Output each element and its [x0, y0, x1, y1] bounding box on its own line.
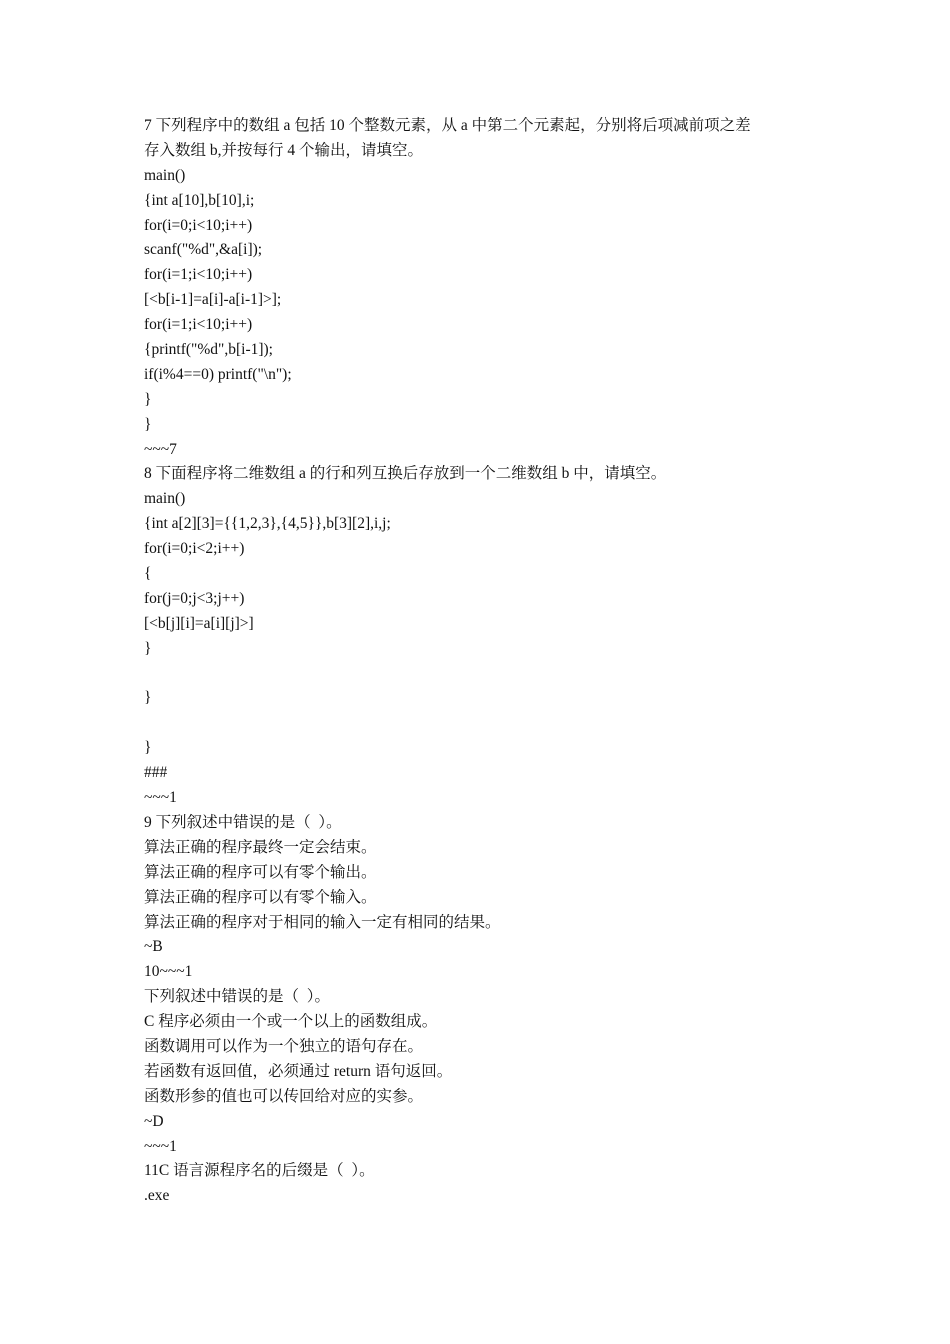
- code-line: for(i=0;i<2;i++): [144, 540, 245, 558]
- code-line: for(i=0;i<10;i++): [144, 216, 253, 234]
- code-line: {: [144, 565, 152, 583]
- question-marker: ~~~7: [144, 440, 177, 458]
- question-7-text-line-1: 7 下列程序中的数组 a 包括 10 个整数元素，从 a 中第二个元素起，分别将后项减前项之差: [144, 117, 751, 134]
- code-line: {int a[2][3]={{1,2,3},{4,5}},b[3][2],i,j;: [144, 515, 391, 533]
- option-c: 若函数有返回值，必须通过 return 语句返回。: [144, 1062, 453, 1080]
- code-line: }: [144, 415, 152, 433]
- question-10-text: 下列叙述中错误的是（ ）。: [144, 988, 331, 1006]
- option-d: 算法正确的程序对于相同的输入一定有相同的结果。: [144, 913, 501, 931]
- code-line: }: [144, 639, 152, 657]
- blank-line: [144, 711, 824, 736]
- code-line: {printf("%d",b[i-1]);: [144, 341, 273, 359]
- option-a: .exe: [144, 1187, 170, 1205]
- code-line: }: [144, 739, 152, 757]
- code-line: for(i=1;i<10;i++): [144, 266, 253, 284]
- question-8-text: 8 下面程序将二维数组 a 的行和列互换后存放到一个二维数组 b 中，请填空。: [144, 465, 667, 483]
- code-line: scanf("%d",&a[i]);: [144, 241, 263, 259]
- document-body: [144, 114, 824, 1209]
- question-marker: ~~~1: [144, 789, 177, 807]
- code-line: if(i%4==0) printf("\n");: [144, 365, 292, 383]
- option-a: C 程序必须由一个或一个以上的函数组成。: [144, 1013, 438, 1031]
- answer-key: ~D: [144, 1112, 164, 1130]
- option-b: 函数调用可以作为一个独立的语句存在。: [144, 1037, 424, 1055]
- blank-line: [144, 662, 824, 687]
- section-separator: ###: [144, 764, 168, 782]
- code-line: {int a[10],b[10],i;: [144, 191, 255, 209]
- question-9-text: 9 下列叙述中错误的是（ ）。: [144, 813, 342, 831]
- code-line: for(j=0;j<3;j++): [144, 589, 245, 607]
- option-d: 函数形参的值也可以传回给对应的实参。: [144, 1087, 424, 1105]
- code-line: main(): [144, 490, 186, 508]
- option-c: 算法正确的程序可以有零个输入。: [144, 888, 377, 906]
- question-11-text: 11C 语言源程序名的后缀是（ ）。: [144, 1162, 375, 1180]
- code-line: for(i=1;i<10;i++): [144, 316, 253, 334]
- question-marker: 10~~~1: [144, 963, 193, 981]
- option-b: 算法正确的程序可以有零个输出。: [144, 863, 377, 881]
- answer-key: ~B: [144, 938, 163, 956]
- fill-in-answer-line: [<b[i-1]=a[i]-a[i-1]>];: [144, 291, 282, 309]
- fill-in-answer-line: [<b[j][i]=a[i][j]>]: [144, 614, 254, 632]
- option-a: 算法正确的程序最终一定会结束。: [144, 838, 377, 856]
- code-line: main(): [144, 166, 186, 184]
- code-line: }: [144, 390, 152, 408]
- code-line: }: [144, 689, 152, 707]
- question-marker: ~~~1: [144, 1137, 177, 1155]
- question-7-text-line-2: 存入数组 b,并按每行 4 个输出，请填空。: [144, 141, 424, 159]
